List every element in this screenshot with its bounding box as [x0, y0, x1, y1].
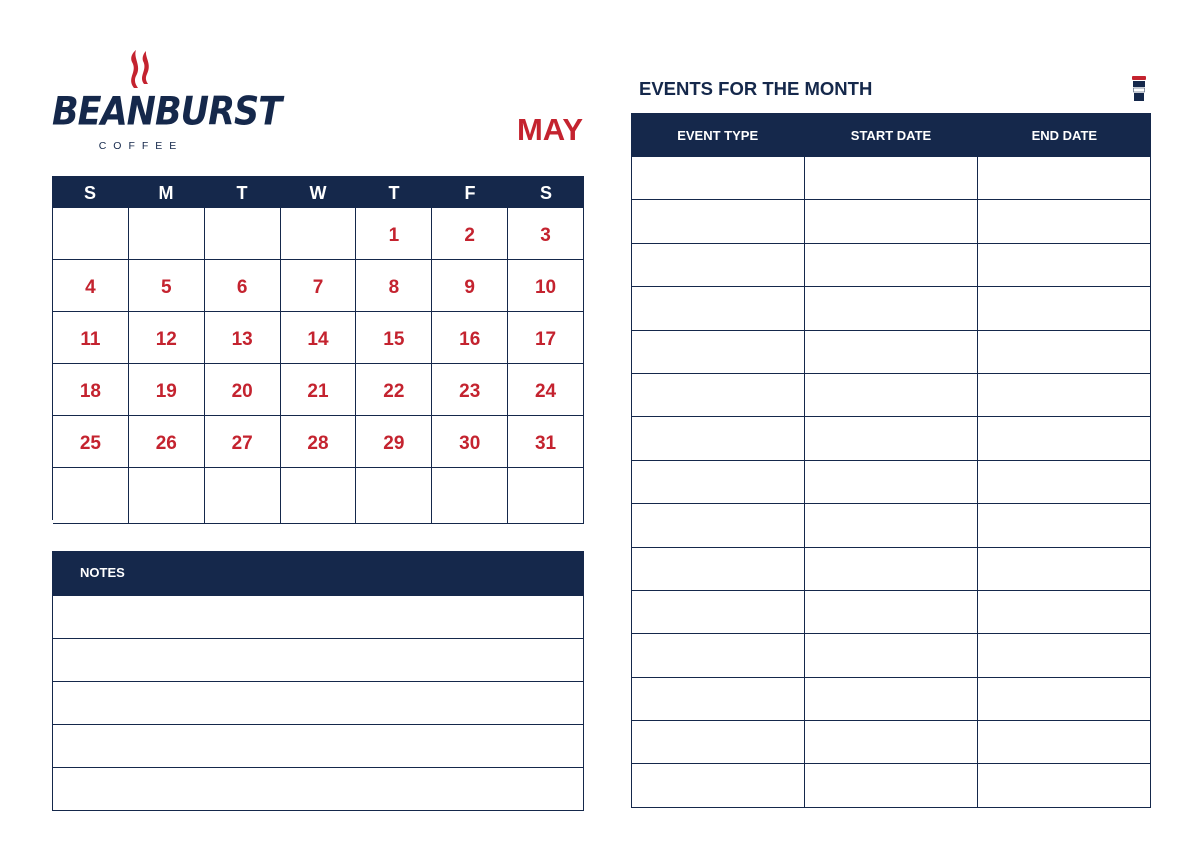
events-cell[interactable] — [632, 721, 805, 764]
events-cell[interactable] — [632, 504, 805, 547]
day-cell[interactable]: 28 — [281, 416, 357, 468]
events-cell[interactable] — [632, 157, 805, 200]
events-cell[interactable] — [978, 591, 1151, 634]
events-cell[interactable] — [805, 591, 978, 634]
events-cell[interactable] — [805, 504, 978, 547]
day-cell[interactable]: 29 — [356, 416, 432, 468]
events-cell[interactable] — [805, 634, 978, 677]
empty-day-cell[interactable] — [129, 468, 205, 524]
events-cell[interactable] — [632, 287, 805, 330]
events-cell[interactable] — [978, 374, 1151, 417]
events-cell[interactable] — [632, 331, 805, 374]
empty-day-cell[interactable] — [281, 468, 357, 524]
weekday-label: S — [83, 183, 96, 203]
events-cell[interactable] — [978, 634, 1151, 677]
events-cell[interactable] — [805, 200, 978, 243]
notes-line[interactable] — [53, 725, 584, 768]
day-cell[interactable]: 10 — [508, 260, 584, 312]
brand-logo — [52, 48, 282, 158]
day-cell[interactable]: 6 — [205, 260, 281, 312]
events-cell[interactable] — [632, 374, 805, 417]
day-cell[interactable]: 27 — [205, 416, 281, 468]
notes-title: NOTES — [52, 551, 584, 595]
empty-day-cell[interactable] — [205, 208, 281, 260]
day-cell[interactable]: 23 — [432, 364, 508, 416]
day-cell[interactable]: 8 — [356, 260, 432, 312]
notes-line[interactable] — [53, 682, 584, 725]
notes-section — [52, 551, 584, 811]
events-table — [631, 113, 1151, 808]
events-cell[interactable] — [978, 157, 1151, 200]
events-cell[interactable] — [805, 764, 978, 807]
weekday-header — [52, 176, 584, 207]
weekday-label: T — [236, 183, 248, 203]
day-cell[interactable]: 19 — [129, 364, 205, 416]
events-header — [631, 113, 1151, 156]
day-cell[interactable]: 24 — [508, 364, 584, 416]
events-cell[interactable] — [978, 721, 1151, 764]
day-cell[interactable]: 26 — [129, 416, 205, 468]
events-cell[interactable] — [805, 287, 978, 330]
empty-day-cell[interactable] — [432, 468, 508, 524]
notes-line[interactable] — [53, 596, 584, 639]
day-cell[interactable]: 20 — [205, 364, 281, 416]
day-cell[interactable]: 21 — [281, 364, 357, 416]
weekday-label: W — [309, 183, 327, 203]
events-cell[interactable] — [805, 417, 978, 460]
events-title: EVENTS FOR THE MONTH — [639, 78, 873, 99]
events-cell[interactable] — [805, 721, 978, 764]
notes-line[interactable] — [53, 639, 584, 682]
empty-day-cell[interactable] — [205, 468, 281, 524]
events-cell[interactable] — [805, 244, 978, 287]
events-cell[interactable] — [978, 331, 1151, 374]
weekday-label: M — [158, 183, 174, 203]
events-cell[interactable] — [978, 548, 1151, 591]
empty-day-cell[interactable] — [53, 468, 129, 524]
weekday-label: S — [539, 183, 552, 203]
day-cell[interactable]: 4 — [53, 260, 129, 312]
empty-day-cell[interactable] — [53, 208, 129, 260]
events-cell[interactable] — [978, 461, 1151, 504]
day-cell[interactable]: 9 — [432, 260, 508, 312]
events-cell[interactable] — [978, 287, 1151, 330]
events-cell[interactable] — [978, 504, 1151, 547]
events-cell[interactable] — [805, 678, 978, 721]
weekday-label: F — [464, 183, 476, 203]
events-cell[interactable] — [978, 244, 1151, 287]
events-cell[interactable] — [632, 634, 805, 677]
events-grid — [631, 156, 1151, 808]
day-cell[interactable]: 18 — [53, 364, 129, 416]
day-cell[interactable]: 31 — [508, 416, 584, 468]
events-column-header: END DATE — [1031, 128, 1098, 143]
notes-lines — [52, 595, 584, 811]
day-cell[interactable]: 30 — [432, 416, 508, 468]
events-cell[interactable] — [632, 200, 805, 243]
events-cell[interactable] — [632, 591, 805, 634]
empty-day-cell[interactable] — [281, 208, 357, 260]
empty-day-cell[interactable] — [508, 468, 584, 524]
brand-name: BEANBURST — [52, 89, 282, 135]
events-cell[interactable] — [978, 200, 1151, 243]
events-cell[interactable] — [632, 244, 805, 287]
day-cell[interactable]: 7 — [281, 260, 357, 312]
events-cell[interactable] — [978, 417, 1151, 460]
calendar-grid — [52, 207, 584, 520]
day-cell[interactable]: 22 — [356, 364, 432, 416]
events-cell[interactable] — [632, 461, 805, 504]
events-cell[interactable] — [978, 678, 1151, 721]
day-cell[interactable]: 14 — [281, 312, 357, 364]
events-cell[interactable] — [632, 417, 805, 460]
events-cell[interactable] — [805, 157, 978, 200]
day-cell[interactable]: 1 — [356, 208, 432, 260]
day-cell[interactable]: 13 — [205, 312, 281, 364]
weekday-label: T — [388, 183, 400, 203]
events-cell[interactable] — [632, 764, 805, 807]
month-title: MAY — [516, 112, 584, 147]
coffee-steam-icon — [124, 48, 154, 92]
events-cell[interactable] — [805, 461, 978, 504]
empty-day-cell[interactable] — [356, 468, 432, 524]
brand-tagline: COFFEE — [98, 140, 184, 152]
events-column-header: EVENT TYPE — [677, 128, 759, 143]
events-cell[interactable] — [805, 548, 978, 591]
day-cell[interactable]: 5 — [129, 260, 205, 312]
events-cell[interactable] — [805, 374, 978, 417]
day-cell[interactable]: 12 — [129, 312, 205, 364]
empty-day-cell[interactable] — [129, 208, 205, 260]
day-cell[interactable]: 11 — [53, 312, 129, 364]
events-cell[interactable] — [632, 548, 805, 591]
day-cell[interactable]: 15 — [356, 312, 432, 364]
notes-line[interactable] — [53, 768, 584, 811]
events-cell[interactable] — [978, 764, 1151, 807]
day-cell[interactable]: 25 — [53, 416, 129, 468]
day-cell[interactable]: 17 — [508, 312, 584, 364]
day-cell[interactable]: 2 — [432, 208, 508, 260]
day-cell[interactable]: 16 — [432, 312, 508, 364]
events-cell[interactable] — [632, 678, 805, 721]
calendar — [52, 176, 584, 520]
coffee-cup-icon — [1131, 76, 1147, 102]
events-cell[interactable] — [805, 331, 978, 374]
day-cell[interactable]: 3 — [508, 208, 584, 260]
events-column-header: START DATE — [850, 128, 932, 143]
